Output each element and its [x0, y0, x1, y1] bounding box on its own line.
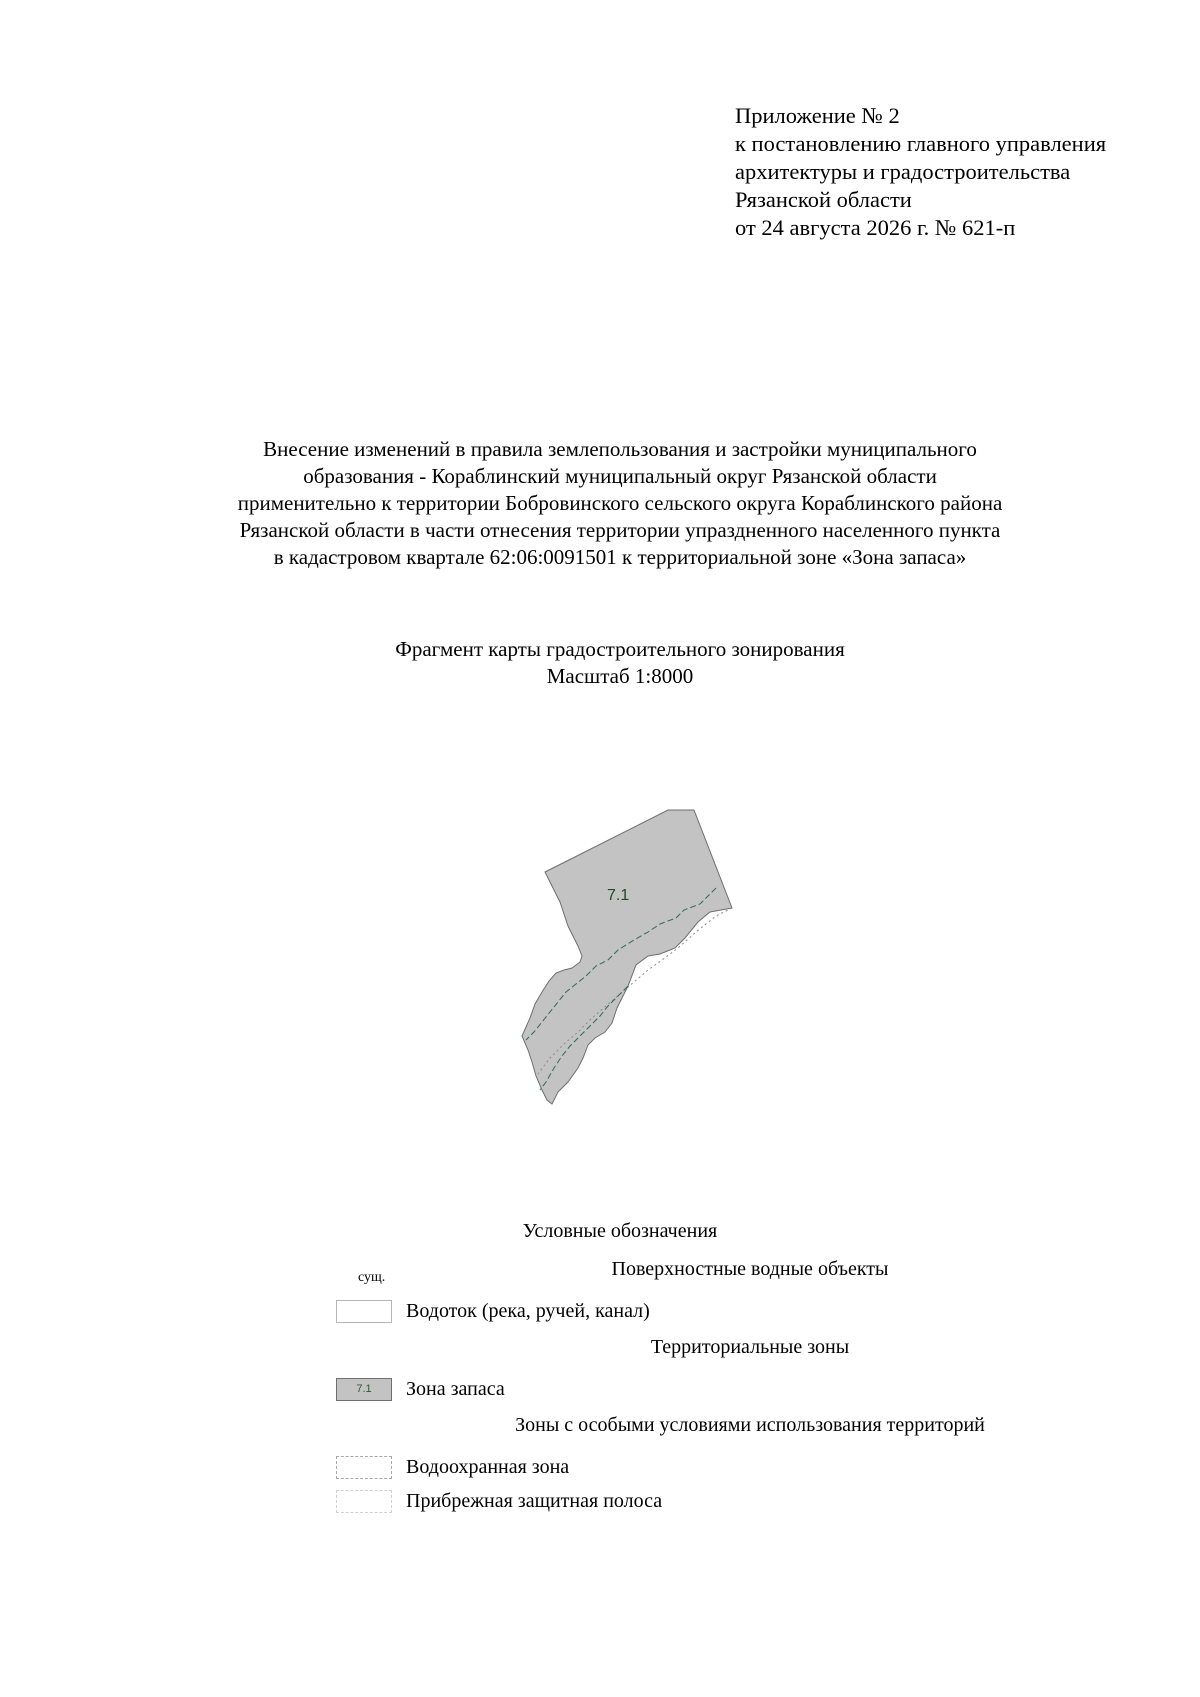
zoning-map-fragment: [520, 800, 760, 1110]
legend-abbr-note: сущ.: [358, 1270, 386, 1285]
appendix-line: архитектуры и градостроительства: [735, 159, 1071, 184]
legend-category-water: Поверхностные водные объекты: [611, 1258, 889, 1280]
title-line: Рязанской области в части отнесения территории упраздненного населенного пункта: [239, 518, 1001, 542]
appendix-date-line: от 24 августа 2026 г. № 621-п: [735, 215, 1016, 240]
title-line: Внесение изменений в правила землепользования и застройки муниципального: [263, 437, 977, 461]
title-line: в кадастровом квартале 62:06:0091501 к территориальной зоне «Зона запаса»: [273, 545, 967, 569]
zone-code-label: 7.1: [607, 887, 630, 904]
legend-item-shore-strip: [336, 1488, 662, 1514]
appendix-line: Рязанской области: [735, 187, 912, 212]
appendix-line: к постановлению главного управления: [735, 131, 1107, 156]
legend-item-stream: [336, 1298, 650, 1324]
legend-item-water-protection-zone: [336, 1454, 569, 1480]
shore-protection-strip-swatch: [336, 1490, 392, 1513]
map-caption: [120, 636, 1120, 690]
title-line: применительно к территории Бобровинского сельского округа Кораблинского района: [237, 491, 1003, 515]
legend-item-label: Прибрежная защитная полоса: [406, 1489, 663, 1512]
document-title: [120, 436, 1120, 571]
appendix-header: [735, 102, 1106, 242]
water-protection-zone-swatch: [336, 1456, 392, 1479]
appendix-line: Приложение № 2: [735, 103, 900, 128]
reserve-zone-swatch: [336, 1378, 392, 1401]
reserve-zone-polygon: [522, 810, 732, 1104]
stream-swatch: [336, 1300, 392, 1323]
legend-title: Условные обозначения: [522, 1220, 718, 1242]
legend-category-zones: Территориальные зоны: [650, 1336, 850, 1358]
legend-category-special: Зоны с особыми условиями использования территорий: [515, 1414, 985, 1436]
legend-item-label: Зона запаса: [406, 1377, 505, 1400]
reserve-zone-swatch-code: 7.1: [356, 1383, 372, 1395]
map-caption-title: Фрагмент карты градостроительного зонирования: [395, 637, 845, 661]
legend-item-label: Водоток (река, ручей, канал): [406, 1299, 650, 1322]
title-line: образования - Кораблинский муниципальный округ Рязанской области: [303, 464, 937, 488]
legend-item-label: Водоохранная зона: [406, 1455, 570, 1478]
map-scale: Масштаб 1:8000: [546, 664, 694, 688]
legend-item-reserve-zone: [336, 1376, 505, 1402]
